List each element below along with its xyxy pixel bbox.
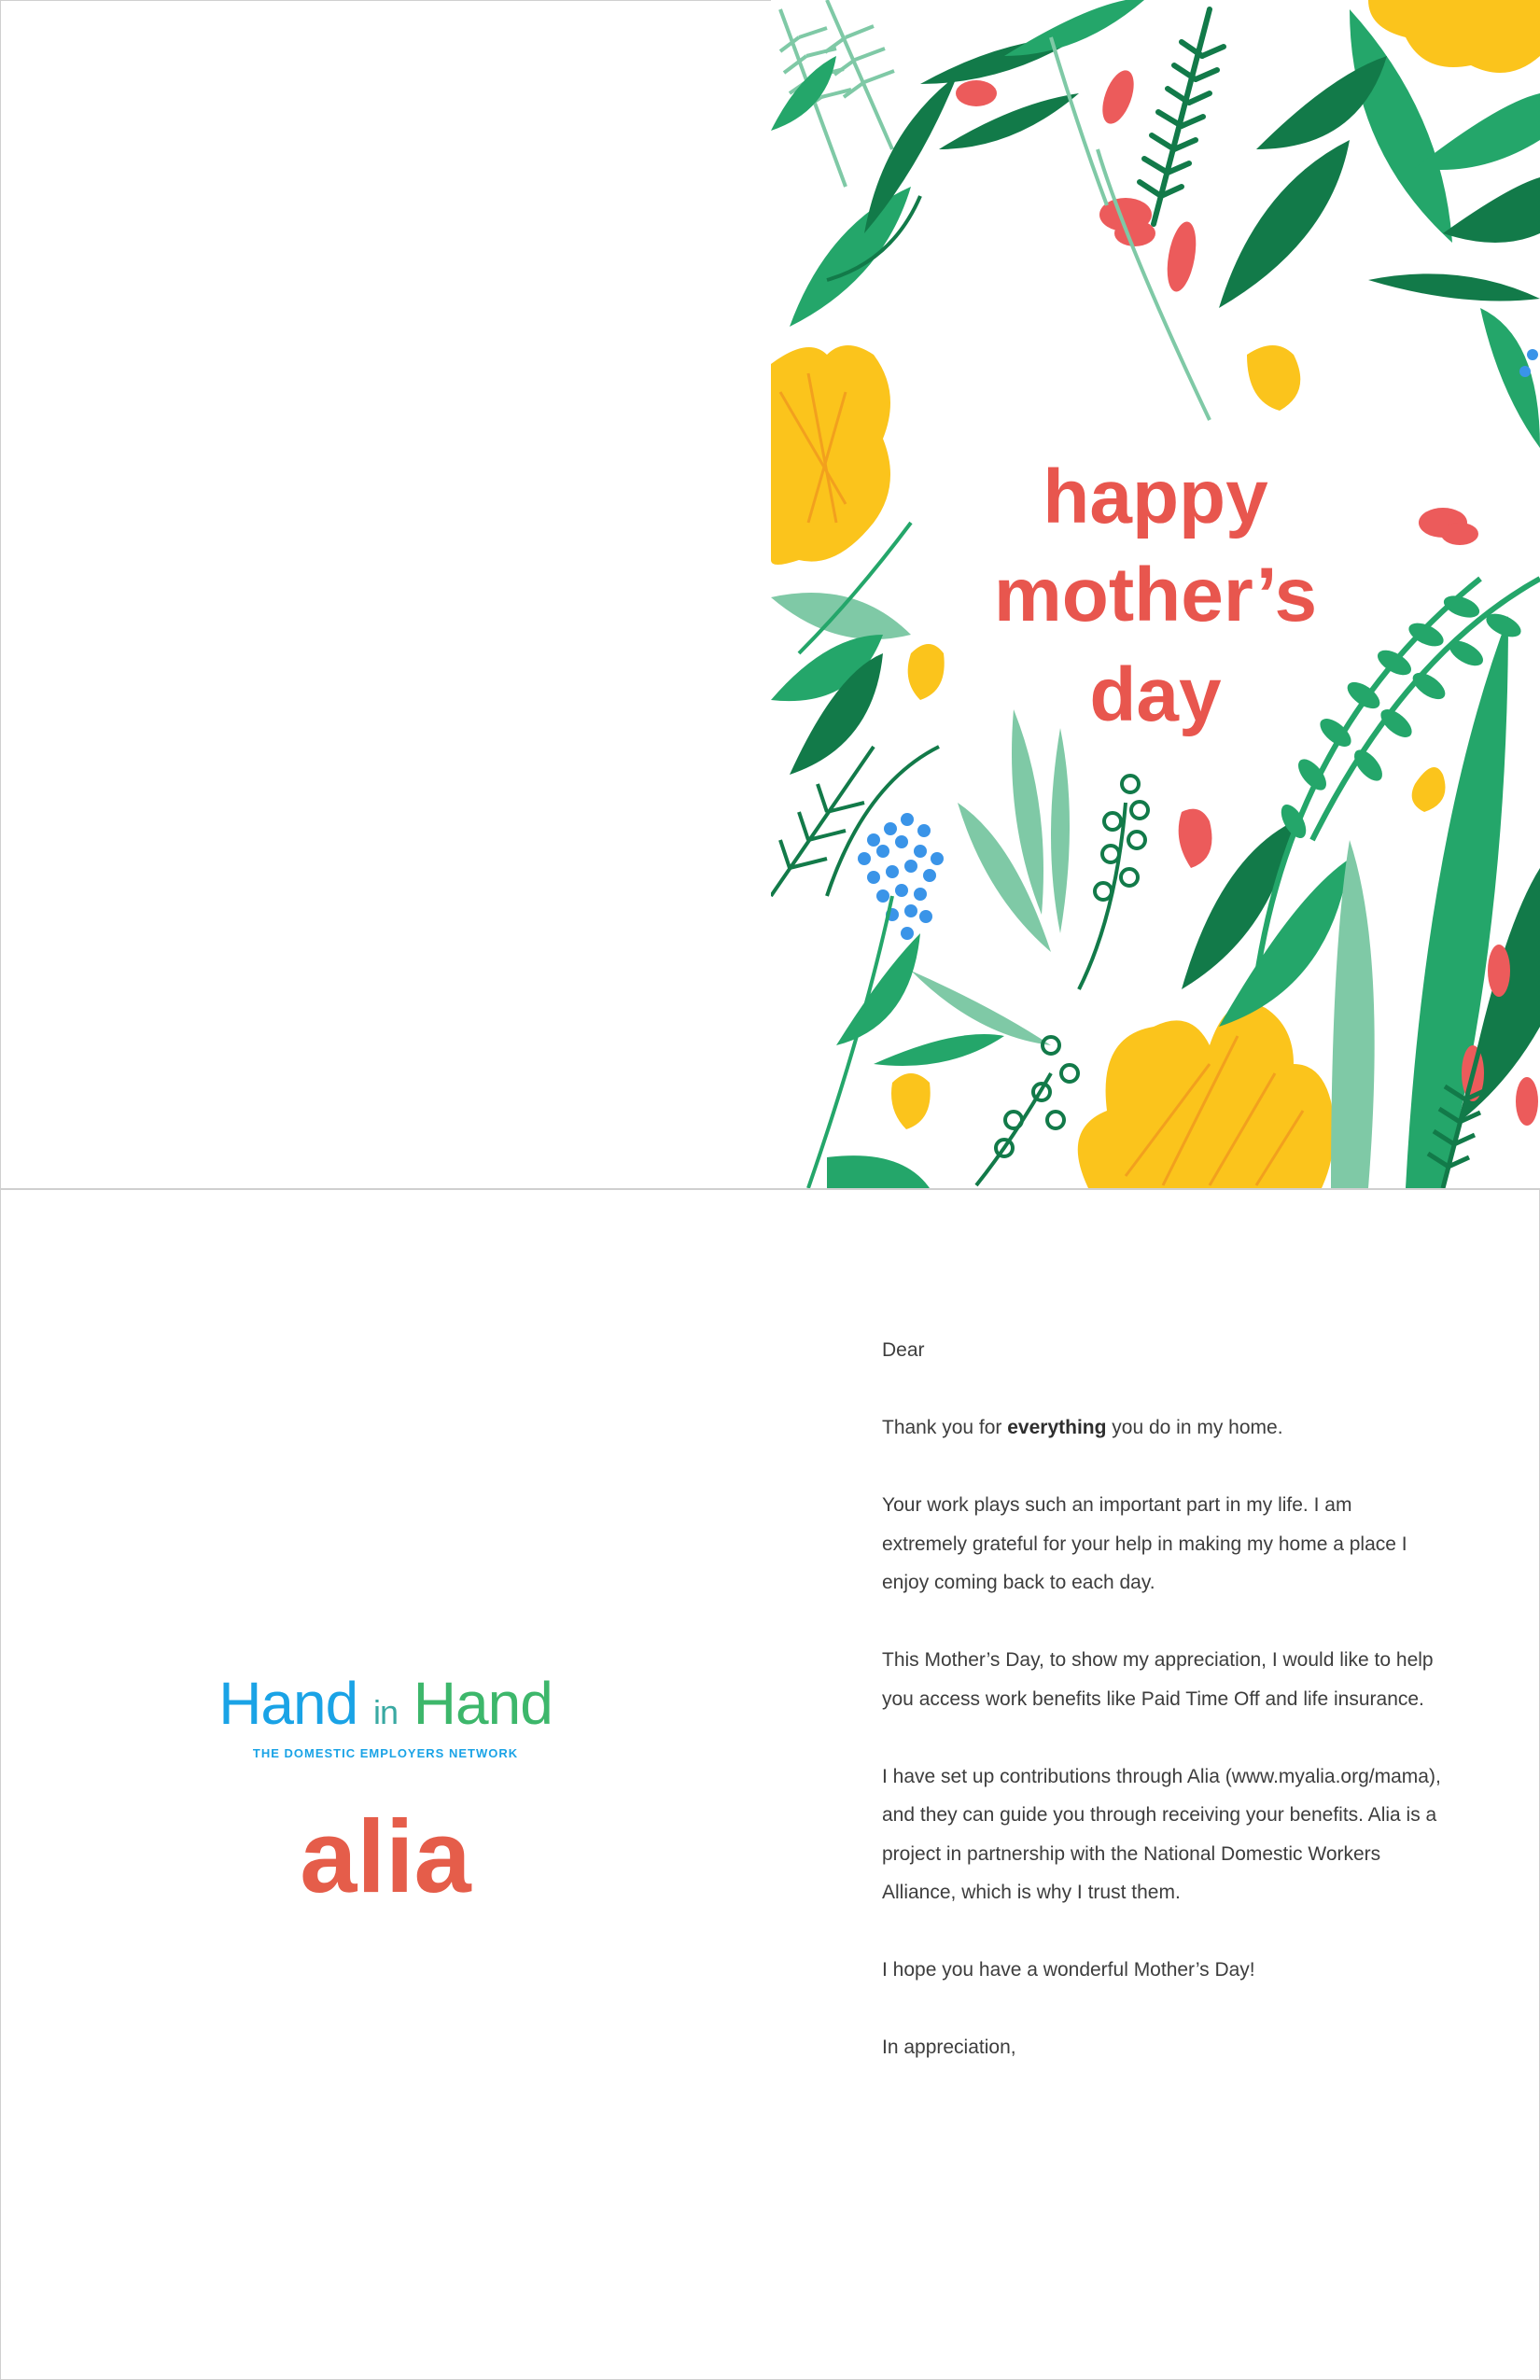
leaf (1368, 273, 1540, 301)
letter-salutation: Dear (882, 1339, 925, 1361)
hand-in-hand-tagline: THE DOMESTIC EMPLOYERS NETWORK (252, 1746, 519, 1760)
leaf (1415, 93, 1540, 170)
hand-in-hand-logo-word3: Hand (413, 1670, 553, 1737)
greeting-line-1: happy (1043, 455, 1268, 539)
hand-in-hand-logo-word2: in (372, 1693, 399, 1731)
petal (1412, 767, 1446, 812)
letter-thanks-start: Thank you for (882, 1417, 1008, 1438)
flower-yellow-top-right (1368, 0, 1540, 73)
leaf (771, 56, 836, 131)
card-cover (771, 0, 1540, 1188)
letter-paragraph-1: Your work plays such an important part in my life. I am extremely grateful for your help in making my home a place I enjoy coming back to each day. (882, 1494, 1407, 1593)
leaf (1480, 308, 1540, 448)
leaf (1051, 728, 1070, 933)
letter-thanks-emphasis: everything (1007, 1417, 1107, 1438)
petal (891, 1073, 931, 1129)
leaf (790, 187, 911, 327)
stem (808, 896, 892, 1188)
leaf (864, 75, 958, 233)
stem (1051, 37, 1107, 205)
leaf (911, 971, 1051, 1045)
petal (1179, 809, 1212, 868)
blue-dots (858, 813, 944, 940)
letter-paragraph-4: I hope you have a wonderful Mother’s Day! (882, 1959, 1255, 1981)
fern-left (771, 747, 874, 896)
logo-panel (0, 1190, 771, 2378)
greeting-line-3: day (1089, 652, 1222, 737)
letter-paragraph-3: I have set up contributions through Alia (www.myalia.org/mama), and they can guide you through receiving your benefits. Alia is a project in partnership with the National Domestic Workers Alliance, which is why I trust them. (882, 1765, 1441, 1903)
letter-paragraph-2: This Mother’s Day, to show my appreciation, I would like to help you access work benefits like Paid Time Off and life insurance. (882, 1649, 1434, 1710)
flower-yellow-bottom (1078, 1003, 1335, 1188)
leaf (1219, 140, 1350, 308)
hand-in-hand-logo (0, 1670, 771, 1737)
leaf (874, 1034, 1004, 1066)
letter-thanks (882, 1408, 1442, 1448)
leaf (1004, 0, 1144, 56)
hand-in-hand-logo-word1: Hand (218, 1670, 358, 1737)
leaf (1443, 177, 1540, 243)
leaf (827, 747, 939, 896)
leaf (939, 93, 1079, 149)
greeting-line-2: mother’s (993, 553, 1318, 637)
leaf (827, 1155, 930, 1188)
letter-body (882, 1331, 1442, 2106)
petal (1247, 345, 1300, 411)
letter-thanks-end: you do in my home. (1106, 1417, 1283, 1438)
letter-closing: In appreciation, (882, 2037, 1016, 2058)
alia-logo: alia (300, 1799, 471, 1914)
sprig-top-center (1140, 9, 1224, 224)
